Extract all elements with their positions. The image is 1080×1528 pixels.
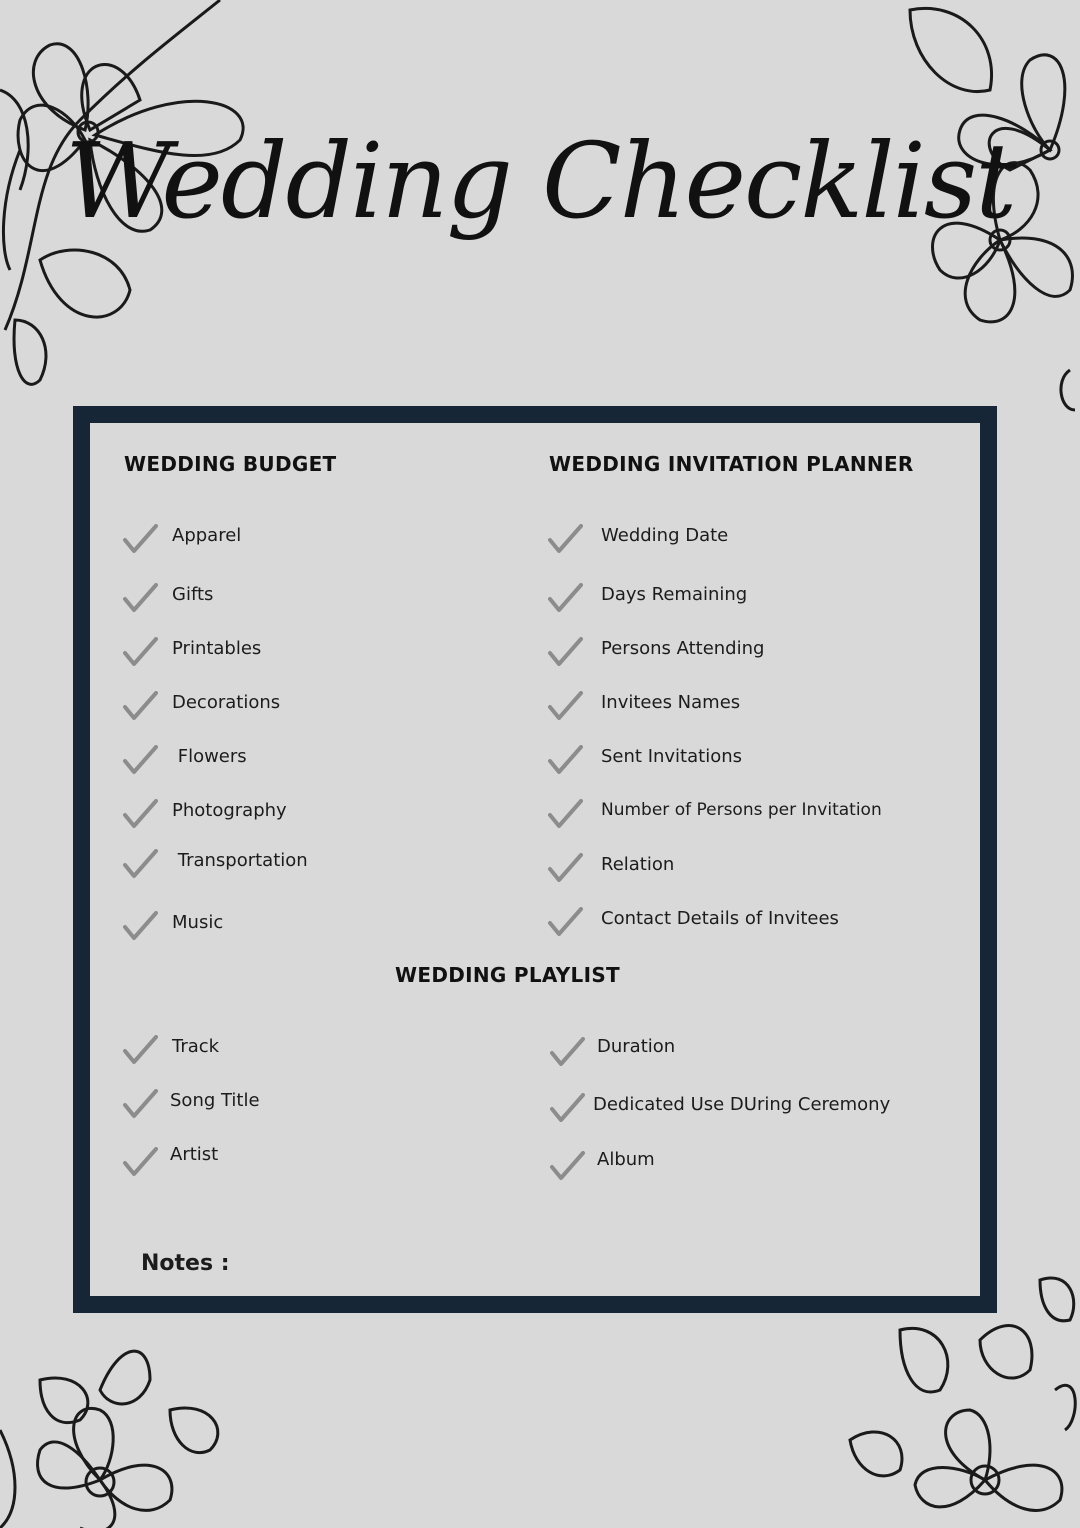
dotted-divider-bottom <box>226 1348 878 1356</box>
checkmark-icon <box>122 583 158 615</box>
budget-item-label: Music <box>172 912 224 933</box>
playlist-item-label: Artist <box>170 1144 219 1165</box>
checkmark-icon <box>547 799 583 831</box>
checkmark-icon <box>547 691 583 723</box>
budget-item-label: Apparel <box>172 525 242 546</box>
page-title: Wedding Checklist <box>64 120 1016 242</box>
playlist-item[interactable] <box>549 1031 969 1071</box>
invitation-item-label: Days Remaining <box>601 584 748 605</box>
checkmark-icon <box>122 1035 158 1067</box>
dotted-divider-top <box>106 350 962 358</box>
checkmark-icon <box>549 1037 585 1069</box>
invitation-item[interactable] <box>547 631 967 671</box>
checkmark-icon <box>122 745 158 777</box>
checkmark-icon <box>547 907 583 939</box>
checkmark-icon <box>122 1147 158 1179</box>
invitation-item[interactable] <box>547 793 967 833</box>
invitation-item[interactable] <box>547 518 967 558</box>
budget-item[interactable] <box>122 739 422 779</box>
playlist-item-label: Track <box>172 1036 220 1057</box>
budget-item[interactable] <box>122 518 422 558</box>
budget-item[interactable] <box>122 685 422 725</box>
checkmark-icon <box>122 524 158 556</box>
playlist-item[interactable] <box>122 1029 422 1069</box>
budget-item[interactable] <box>122 843 422 883</box>
invitation-item[interactable] <box>547 577 967 617</box>
checkmark-icon <box>549 1151 585 1183</box>
checkmark-icon <box>547 853 583 885</box>
budget-item-label: Transportation <box>172 850 308 871</box>
budget-item-label: Gifts <box>172 584 214 605</box>
playlist-item[interactable] <box>122 1083 422 1123</box>
invitation-item-label: Sent Invitations <box>601 746 743 767</box>
budget-item-label: Decorations <box>172 692 281 713</box>
invitation-item-label: Wedding Date <box>601 525 729 546</box>
budget-item[interactable] <box>122 905 422 945</box>
playlist-item-label: Dedicated Use DUring Ceremony <box>593 1094 891 1115</box>
invitation-item[interactable] <box>547 685 967 725</box>
budget-item[interactable] <box>122 631 422 671</box>
invitation-item-label: Persons Attending <box>601 638 765 659</box>
invitation-item-label: Contact Details of Invitees <box>601 908 839 929</box>
checkmark-icon <box>122 637 158 669</box>
invitation-item-label: Relation <box>601 854 675 875</box>
checkmark-icon <box>122 799 158 831</box>
playlist-heading: WEDDING PLAYLIST <box>395 963 620 987</box>
checkmark-icon <box>547 745 583 777</box>
budget-item[interactable] <box>122 793 422 833</box>
invitation-item-label: Number of Persons per Invitation <box>601 800 882 820</box>
invitation-item[interactable] <box>547 739 967 779</box>
budget-item[interactable] <box>122 577 422 617</box>
notes-label: Notes : <box>141 1251 230 1276</box>
playlist-item-label: Duration <box>597 1036 676 1057</box>
checkmark-icon <box>547 637 583 669</box>
invitation-heading: WEDDING INVITATION PLANNER <box>549 452 914 476</box>
invitation-item[interactable] <box>547 901 967 941</box>
budget-item-label: Printables <box>172 638 262 659</box>
invitation-item[interactable] <box>547 847 967 887</box>
playlist-item-label: Song Title <box>170 1090 260 1111</box>
checkmark-icon <box>122 1089 158 1121</box>
playlist-item[interactable] <box>122 1141 422 1181</box>
checkmark-icon <box>547 524 583 556</box>
checkmark-icon <box>549 1093 585 1125</box>
budget-item-label: Flowers <box>172 746 247 767</box>
playlist-item[interactable] <box>549 1087 969 1127</box>
flower-illustration-bottom-left <box>0 1320 240 1528</box>
invitation-item-label: Invitees Names <box>601 692 741 713</box>
checkmark-icon <box>122 691 158 723</box>
checkmark-icon <box>122 849 158 881</box>
budget-item-label: Photography <box>172 800 287 821</box>
playlist-item-label: Album <box>597 1149 655 1170</box>
checkmark-icon <box>122 911 158 943</box>
playlist-item[interactable] <box>549 1145 969 1185</box>
checkmark-icon <box>547 583 583 615</box>
budget-heading: WEDDING BUDGET <box>124 452 337 476</box>
